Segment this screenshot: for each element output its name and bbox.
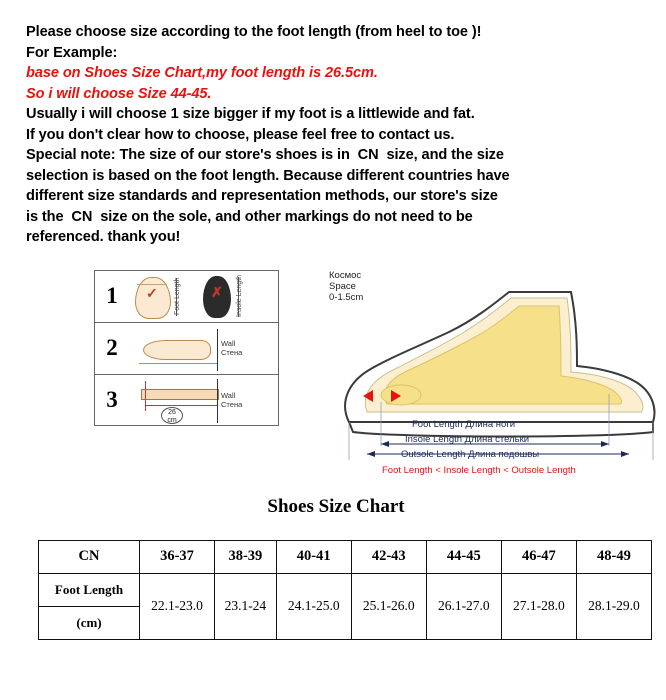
- insole-length-label: Insole Length: [236, 274, 243, 317]
- size-chart-table-wrap: [26, 540, 646, 640]
- table-row-cn: [39, 540, 652, 573]
- shoe-outline-graphic: [309, 262, 666, 462]
- measurement-step-1: [94, 270, 279, 322]
- cn-size-cell-3: 42-43: [351, 540, 426, 573]
- intro-line-11: referenced. thank you!: [26, 229, 181, 245]
- space-label-ru: Космос: [329, 269, 362, 281]
- space-value: 0-1.5cm: [329, 291, 364, 303]
- wall-label-step-3: [221, 391, 242, 409]
- measurement-figures: [26, 262, 646, 492]
- foot-length-dimension-label: Foot Length Длина ноги: [412, 418, 516, 430]
- shoe-cross-section-diagram: [309, 262, 666, 492]
- intro-line-2: For Example:: [26, 44, 118, 61]
- intro-line-8: selection is based on the foot length. Because different countries have: [26, 167, 510, 184]
- foot-length-label: Foot Length: [174, 277, 181, 315]
- foot-length-cell-1: 23.1-24: [215, 573, 277, 639]
- step-3-number: 3: [106, 386, 118, 412]
- measurement-step-2: [94, 322, 279, 374]
- insole-length-dimension-label: Insole Length Длина стельки: [405, 433, 530, 445]
- cn-size-cell-4: 44-45: [426, 540, 501, 573]
- intro-line-1: Please choose size according to the foot length (from heel to toe )!: [26, 24, 482, 40]
- intro-line-3-red: base on Shoes Size Chart,my foot length is 26.5cm.: [26, 65, 378, 81]
- outsole-length-dimension-label: Outsole Length Длина подошвы: [401, 448, 540, 460]
- size-chart-table: [38, 540, 652, 640]
- wall-label-step-2: [221, 339, 242, 357]
- step-2-number: 2: [106, 335, 118, 360]
- step-3-illustration: [129, 375, 278, 425]
- incorrect-cross-icon: ✗: [211, 283, 223, 300]
- row-label-cn: CN: [39, 540, 140, 573]
- foot-length-cell-0: 22.1-23.0: [140, 573, 215, 639]
- measurement-steps: [94, 270, 279, 426]
- step-1-number: 1: [106, 283, 118, 308]
- intro-line-5: Usually i will choose 1 size bigger if my foot is a littlewide and fat.: [26, 106, 475, 122]
- step-1-illustration: [129, 271, 278, 322]
- length-relationship-note: Foot Length < Insole Length < Outsole Length: [382, 464, 576, 476]
- space-label-en: Space: [329, 280, 356, 292]
- wall-label-ru-2: Стена: [221, 347, 243, 357]
- intro-line-7: Special note: The size of our store's shoes is in CN size, and the size: [26, 147, 504, 163]
- table-row-foot-length: [39, 573, 652, 606]
- measurement-step-3: [94, 374, 279, 426]
- foot-side-view-icon: [143, 340, 211, 360]
- badge-unit: cm: [167, 416, 177, 424]
- cn-size-cell-5: 46-47: [501, 540, 576, 573]
- foot-length-cell-6: 28.1-29.0: [576, 573, 651, 639]
- wall-label-en-3: Wall: [221, 390, 236, 400]
- wall-label-en-2: Wall: [221, 338, 236, 348]
- intro-line-6: If you don't clear how to choose, please feel free to contact us.: [26, 126, 455, 143]
- step-2-illustration: [129, 323, 278, 374]
- size-chart-title: Shoes Size Chart: [267, 495, 405, 517]
- heel-wall-line: [217, 329, 218, 371]
- foot-length-cell-5: 27.1-28.0: [501, 573, 576, 639]
- foot-length-cell-4: 26.1-27.0: [426, 573, 501, 639]
- intro-line-4-red: So i will choose Size 44-45.: [26, 85, 212, 102]
- intro-line-9: different size standards and representation methods, our store's size: [26, 188, 498, 204]
- badge-value: 26: [168, 408, 176, 416]
- correct-check-icon: ✓: [146, 284, 158, 301]
- row-label-foot-length: Foot Length: [39, 573, 140, 606]
- row-label-unit: (cm): [39, 606, 140, 639]
- foot-length-cell-2: 24.1-25.0: [276, 573, 351, 639]
- cn-size-cell-1: 38-39: [215, 540, 277, 573]
- heel-wall-line-3: [217, 379, 218, 423]
- floor-line: [139, 363, 217, 364]
- cn-size-cell-6: 48-49: [576, 540, 651, 573]
- cn-size-cell-0: 36-37: [140, 540, 215, 573]
- cn-size-cell-2: 40-41: [276, 540, 351, 573]
- measure-start-line: [145, 381, 146, 411]
- intro-text-block: [26, 22, 646, 248]
- measurement-badge: [161, 407, 183, 424]
- wall-label-ru-3: Стена: [221, 399, 243, 409]
- intro-line-10: is the CN size on the sole, and other markings do not need to be: [26, 208, 473, 225]
- ruler-icon: [141, 389, 219, 400]
- measure-arrow-line: [145, 405, 217, 406]
- foot-length-cell-3: 25.1-26.0: [351, 573, 426, 639]
